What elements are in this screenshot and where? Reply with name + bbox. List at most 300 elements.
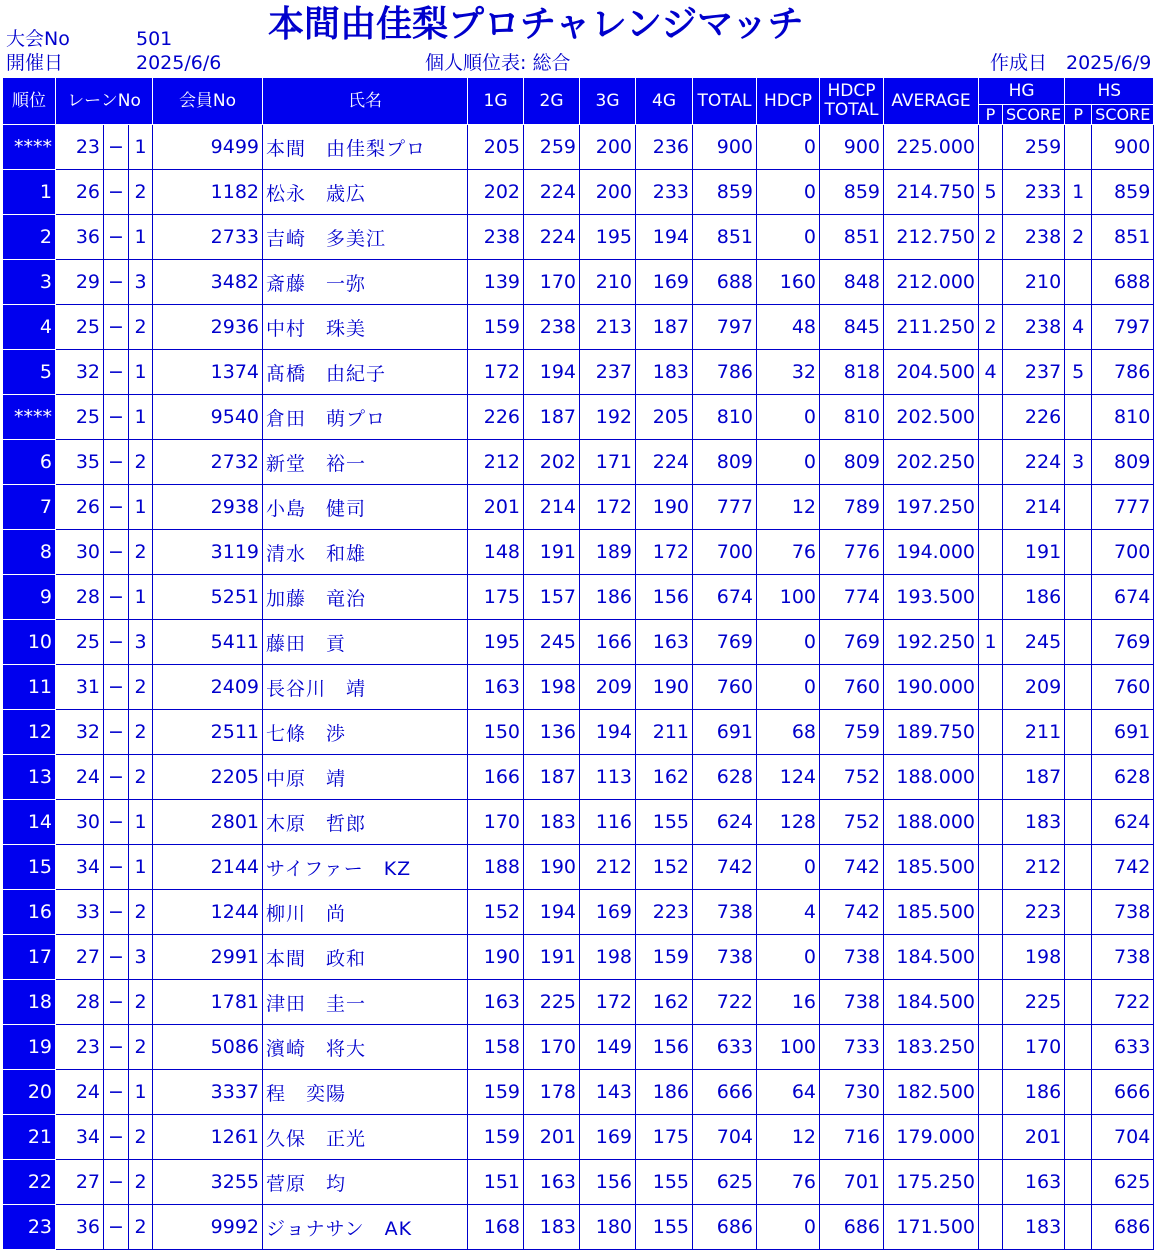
game-4-cell: 155 [636,1160,693,1205]
player-name-cell: 中村 珠美 [263,305,468,350]
game-1-cell: 195 [468,620,524,665]
hdcp-cell: 0 [757,935,820,980]
average-cell: 192.250 [884,620,979,665]
game-4-cell: 156 [636,1025,693,1070]
average-cell: 211.250 [884,305,979,350]
seat-cell: 1 [129,800,153,845]
hs-p-cell [1065,530,1092,575]
seat-cell: 2 [129,1025,153,1070]
hs-p-cell [1065,665,1092,710]
average-cell: 197.250 [884,485,979,530]
lane-dash: − [104,620,129,665]
game-3-cell: 198 [580,935,636,980]
rank-cell: 9 [3,575,56,620]
seat-cell: 1 [129,215,153,260]
average-cell: 188.000 [884,755,979,800]
hg-score-cell: 237 [1003,350,1065,395]
rank-cell: 2 [3,215,56,260]
lane-cell: 28 [56,575,104,620]
hg-score-cell: 233 [1003,170,1065,215]
game-4-cell: 162 [636,755,693,800]
hg-p-cell [979,710,1003,755]
average-cell: 214.750 [884,170,979,215]
hg-p-cell: 2 [979,215,1003,260]
lane-dash: − [104,845,129,890]
hdcp-cell: 0 [757,170,820,215]
rank-cell: 17 [3,935,56,980]
player-name-cell: 長谷川 靖 [263,665,468,710]
hdcp-total-cell: 752 [820,800,884,845]
hdcp-cell: 0 [757,665,820,710]
game-3-cell: 149 [580,1025,636,1070]
average-cell: 202.250 [884,440,979,485]
seat-cell: 2 [129,1160,153,1205]
seat-cell: 3 [129,935,153,980]
lane-cell: 24 [56,1070,104,1115]
game-2-cell: 259 [524,125,580,170]
seat-cell: 1 [129,395,153,440]
member-no-cell: 3337 [153,1070,263,1115]
seat-cell: 2 [129,1115,153,1160]
rank-cell: 10 [3,620,56,665]
lane-dash: − [104,1025,129,1070]
lane-cell: 27 [56,1160,104,1205]
hdcp-cell: 0 [757,845,820,890]
member-no-cell: 3255 [153,1160,263,1205]
hg-p-cell [979,575,1003,620]
player-name-cell: 中原 靖 [263,755,468,800]
game-1-cell: 166 [468,755,524,800]
rank-cell: **** [3,125,56,170]
hs-p-cell [1065,890,1092,935]
game-4-cell: 162 [636,980,693,1025]
average-cell: 175.250 [884,1160,979,1205]
hs-score-cell: 722 [1092,980,1154,1025]
seat-cell: 2 [129,890,153,935]
lane-dash: − [104,215,129,260]
hdcp-total-cell: 742 [820,845,884,890]
table-row [3,530,1154,575]
hs-p-cell [1065,620,1092,665]
hdcp-cell: 12 [757,485,820,530]
game-2-cell: 187 [524,395,580,440]
hg-score-cell: 183 [1003,1205,1065,1250]
game-3-cell: 143 [580,1070,636,1115]
total-cell: 738 [693,935,757,980]
average-cell: 179.000 [884,1115,979,1160]
lane-cell: 24 [56,755,104,800]
game-3-cell: 180 [580,1205,636,1250]
game-4-cell: 190 [636,665,693,710]
game-1-cell: 226 [468,395,524,440]
game-4-cell: 163 [636,620,693,665]
page-title: 本間由佳梨プロチャレンジマッチ [268,4,804,45]
game-1-cell: 212 [468,440,524,485]
total-cell: 691 [693,710,757,755]
seat-cell: 2 [129,530,153,575]
hg-p-cell [979,845,1003,890]
member-no-cell: 1374 [153,350,263,395]
hg-score-cell: 198 [1003,935,1065,980]
lane-dash: − [104,1160,129,1205]
game-2-cell: 183 [524,800,580,845]
col-hdcp-total-line2: TOTAL [824,100,879,120]
rank-cell: 3 [3,260,56,305]
member-no-cell: 2144 [153,845,263,890]
game-4-cell: 159 [636,935,693,980]
hs-score-cell: 810 [1092,395,1154,440]
hg-score-cell: 238 [1003,215,1065,260]
hs-p-cell [1065,1025,1092,1070]
hg-p-cell [979,125,1003,170]
game-1-cell: 190 [468,935,524,980]
table-row [3,1205,1154,1250]
created-label: 作成日 [990,52,1048,74]
game-3-cell: 169 [580,890,636,935]
hg-score-cell: 183 [1003,800,1065,845]
game-2-cell: 191 [524,935,580,980]
game-1-cell: 163 [468,665,524,710]
game-2-cell: 245 [524,620,580,665]
game-3-cell: 200 [580,170,636,215]
lane-dash: − [104,575,129,620]
game-1-cell: 163 [468,980,524,1025]
game-2-cell: 201 [524,1115,580,1160]
rank-cell: 11 [3,665,56,710]
total-cell: 674 [693,575,757,620]
seat-cell: 1 [129,485,153,530]
ranking-table [2,77,1154,1250]
player-name-cell: 菅原 均 [263,1160,468,1205]
table-row [3,980,1154,1025]
average-cell: 193.500 [884,575,979,620]
lane-dash: − [104,1115,129,1160]
hs-score-cell: 809 [1092,440,1154,485]
table-row [3,440,1154,485]
lane-cell: 25 [56,395,104,440]
event-date: 2025/6/6 [136,52,222,74]
table-row [3,845,1154,890]
player-name-cell: 清水 和雄 [263,530,468,575]
lane-cell: 34 [56,1115,104,1160]
member-no-cell: 2801 [153,800,263,845]
lane-dash: − [104,935,129,980]
lane-cell: 26 [56,170,104,215]
game-1-cell: 172 [468,350,524,395]
player-name-cell: 程 奕陽 [263,1070,468,1115]
average-cell: 212.750 [884,215,979,260]
game-4-cell: 186 [636,1070,693,1115]
lane-cell: 30 [56,530,104,575]
game-1-cell: 159 [468,305,524,350]
total-cell: 777 [693,485,757,530]
member-no-cell: 1781 [153,980,263,1025]
hg-p-cell: 2 [979,305,1003,350]
hg-p-cell [979,980,1003,1025]
member-no-cell: 1182 [153,170,263,215]
hg-score-cell: 170 [1003,1025,1065,1070]
game-3-cell: 116 [580,800,636,845]
hs-p-cell [1065,1070,1092,1115]
game-2-cell: 136 [524,710,580,755]
lane-dash: − [104,800,129,845]
hg-p-cell [979,1205,1003,1250]
game-3-cell: 171 [580,440,636,485]
col-game-4: 4G [636,78,693,125]
rank-cell: 14 [3,800,56,845]
hs-score-cell: 666 [1092,1070,1154,1115]
lane-dash: − [104,665,129,710]
hg-p-cell: 4 [979,350,1003,395]
player-name-cell: 津田 圭一 [263,980,468,1025]
col-game-1: 1G [468,78,524,125]
seat-cell: 2 [129,665,153,710]
player-name-cell: 倉田 萌プロ [263,395,468,440]
col-average: AVERAGE [884,78,979,125]
game-2-cell: 214 [524,485,580,530]
rank-cell: 20 [3,1070,56,1115]
hdcp-cell: 0 [757,125,820,170]
hs-score-cell: 691 [1092,710,1154,755]
player-name-cell: 柳川 尚 [263,890,468,935]
col-hg-p: P [979,105,1003,125]
total-cell: 900 [693,125,757,170]
game-3-cell: 156 [580,1160,636,1205]
game-3-cell: 172 [580,485,636,530]
hs-p-cell: 2 [1065,215,1092,260]
hs-p-cell: 4 [1065,305,1092,350]
member-no-cell: 5086 [153,1025,263,1070]
table-row [3,350,1154,395]
game-4-cell: 155 [636,800,693,845]
game-1-cell: 202 [468,170,524,215]
hdcp-total-cell: 845 [820,305,884,350]
game-3-cell: 209 [580,665,636,710]
seat-cell: 2 [129,440,153,485]
lane-cell: 28 [56,980,104,1025]
total-cell: 809 [693,440,757,485]
total-cell: 786 [693,350,757,395]
player-name-cell: 濱崎 将大 [263,1025,468,1070]
average-cell: 185.500 [884,890,979,935]
hs-p-cell [1065,800,1092,845]
col-name: 氏名 [263,78,468,125]
player-name-cell: 本間 政和 [263,935,468,980]
game-2-cell: 198 [524,665,580,710]
total-cell: 738 [693,890,757,935]
rank-cell: 21 [3,1115,56,1160]
col-member-no: 会員No [153,78,263,125]
rank-cell: 19 [3,1025,56,1070]
hg-p-cell [979,485,1003,530]
lane-dash: − [104,485,129,530]
average-cell: 190.000 [884,665,979,710]
hg-p-cell: 5 [979,170,1003,215]
table-row [3,170,1154,215]
hdcp-cell: 0 [757,215,820,260]
game-4-cell: 152 [636,845,693,890]
hs-score-cell: 742 [1092,845,1154,890]
hs-p-cell [1065,485,1092,530]
hs-score-cell: 624 [1092,800,1154,845]
game-3-cell: 113 [580,755,636,800]
hg-p-cell [979,935,1003,980]
hs-p-cell: 3 [1065,440,1092,485]
hs-p-cell [1065,395,1092,440]
seat-cell: 2 [129,170,153,215]
hg-p-cell [979,440,1003,485]
player-name-cell: 本間 由佳梨プロ [263,125,468,170]
seat-cell: 1 [129,350,153,395]
hg-score-cell: 245 [1003,620,1065,665]
hs-p-cell [1065,710,1092,755]
hdcp-total-cell: 733 [820,1025,884,1070]
game-1-cell: 159 [468,1070,524,1115]
hdcp-total-cell: 776 [820,530,884,575]
seat-cell: 2 [129,980,153,1025]
hdcp-cell: 0 [757,395,820,440]
member-no-cell: 2205 [153,755,263,800]
total-cell: 760 [693,665,757,710]
member-no-cell: 2991 [153,935,263,980]
hg-p-cell [979,260,1003,305]
hg-score-cell: 259 [1003,125,1065,170]
hdcp-total-cell: 769 [820,620,884,665]
hdcp-cell: 0 [757,440,820,485]
game-2-cell: 170 [524,1025,580,1070]
table-row [3,1070,1154,1115]
hdcp-total-cell: 716 [820,1115,884,1160]
report-name: 個人順位表: 総合 [425,52,571,74]
hg-score-cell: 225 [1003,980,1065,1025]
hs-score-cell: 797 [1092,305,1154,350]
hdcp-total-cell: 859 [820,170,884,215]
game-3-cell: 213 [580,305,636,350]
table-row [3,710,1154,755]
lane-cell: 30 [56,800,104,845]
player-name-cell: 小島 健司 [263,485,468,530]
player-name-cell: 藤田 貢 [263,620,468,665]
seat-cell: 1 [129,575,153,620]
member-no-cell: 9540 [153,395,263,440]
date-label: 開催日 [6,52,64,74]
hdcp-cell: 12 [757,1115,820,1160]
total-cell: 851 [693,215,757,260]
total-cell: 722 [693,980,757,1025]
lane-cell: 33 [56,890,104,935]
hdcp-total-cell: 730 [820,1070,884,1115]
hs-score-cell: 786 [1092,350,1154,395]
rank-cell: 12 [3,710,56,755]
game-2-cell: 187 [524,755,580,800]
lane-cell: 32 [56,710,104,755]
hdcp-cell: 64 [757,1070,820,1115]
game-3-cell: 169 [580,1115,636,1160]
member-no-cell: 1261 [153,1115,263,1160]
game-2-cell: 191 [524,530,580,575]
game-3-cell: 189 [580,530,636,575]
lane-dash: − [104,260,129,305]
hg-score-cell: 224 [1003,440,1065,485]
table-row [3,1160,1154,1205]
game-4-cell: 156 [636,575,693,620]
seat-cell: 2 [129,710,153,755]
total-cell: 625 [693,1160,757,1205]
average-cell: 184.500 [884,980,979,1025]
hs-score-cell: 686 [1092,1205,1154,1250]
table-row [3,800,1154,845]
hg-score-cell: 187 [1003,755,1065,800]
hdcp-total-cell: 900 [820,125,884,170]
total-cell: 859 [693,170,757,215]
lane-dash: − [104,440,129,485]
hs-p-cell [1065,575,1092,620]
game-4-cell: 183 [636,350,693,395]
member-no-cell: 3119 [153,530,263,575]
lane-dash: − [104,710,129,755]
col-total: TOTAL [693,78,757,125]
hg-p-cell [979,1070,1003,1115]
lane-cell: 36 [56,1205,104,1250]
lane-cell: 25 [56,620,104,665]
hs-score-cell: 633 [1092,1025,1154,1070]
seat-cell: 1 [129,125,153,170]
average-cell: 202.500 [884,395,979,440]
hdcp-total-cell: 686 [820,1205,884,1250]
game-2-cell: 183 [524,1205,580,1250]
hdcp-total-cell: 759 [820,710,884,755]
game-2-cell: 238 [524,305,580,350]
hdcp-total-cell: 789 [820,485,884,530]
col-hs-score: SCORE [1092,105,1154,125]
member-no-cell: 2732 [153,440,263,485]
lane-dash: − [104,1070,129,1115]
rank-cell: 8 [3,530,56,575]
hdcp-cell: 0 [757,1205,820,1250]
col-hg-score: SCORE [1003,105,1065,125]
table-row [3,1115,1154,1160]
lane-cell: 26 [56,485,104,530]
hs-score-cell: 688 [1092,260,1154,305]
hdcp-cell: 32 [757,350,820,395]
average-cell: 194.000 [884,530,979,575]
game-1-cell: 175 [468,575,524,620]
created-date: 2025/6/9 [1066,52,1152,74]
lane-dash: − [104,890,129,935]
hg-p-cell: 1 [979,620,1003,665]
total-cell: 688 [693,260,757,305]
game-1-cell: 151 [468,1160,524,1205]
hs-score-cell: 760 [1092,665,1154,710]
col-hdcp-total [820,78,884,125]
rank-cell: 5 [3,350,56,395]
hs-p-cell [1065,125,1092,170]
hdcp-cell: 100 [757,575,820,620]
table-row [3,935,1154,980]
game-2-cell: 194 [524,350,580,395]
game-3-cell: 212 [580,845,636,890]
hs-p-cell [1065,755,1092,800]
hs-score-cell: 738 [1092,890,1154,935]
game-4-cell: 205 [636,395,693,440]
hdcp-cell: 128 [757,800,820,845]
player-name-cell: サイファー KZ [263,845,468,890]
player-name-cell: 七條 渉 [263,710,468,755]
game-2-cell: 224 [524,215,580,260]
member-no-cell: 1244 [153,890,263,935]
hs-score-cell: 700 [1092,530,1154,575]
table-row [3,620,1154,665]
